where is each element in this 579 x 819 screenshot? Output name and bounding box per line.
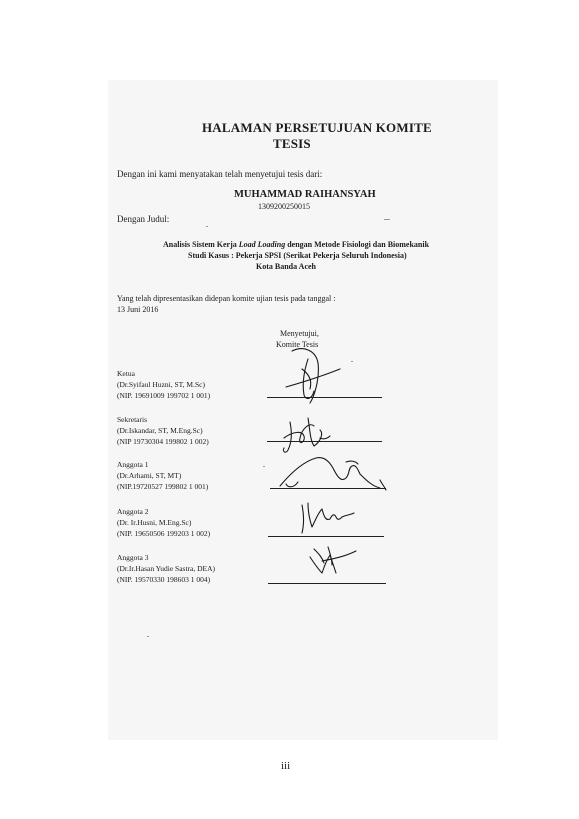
- signature-anggota-1-icon: [276, 450, 396, 495]
- member-role: Ketua: [117, 369, 135, 378]
- thesis-title-line-1: Analisis Sistem Kerja Load Loading dengan Metode Fisiologi dan Biomekanik: [163, 240, 430, 249]
- member-name: (Dr. Ir.Husni, M.Eng.Sc): [117, 518, 192, 527]
- member-nip: (NIP. 19691009 199702 1 001): [117, 391, 211, 400]
- scan-speck: [351, 361, 353, 362]
- member-nip: (NIP. 19650506 199203 1 002): [117, 529, 211, 538]
- member-nip: (NIP. 19570330 198603 1 004): [117, 575, 211, 584]
- signature-ketua-icon: [274, 345, 354, 405]
- member-name: (Dr.Syifaul Huzni, ST, M.Sc): [117, 380, 205, 389]
- signature-anggota-3-icon: [308, 543, 358, 579]
- signature-line: [268, 583, 386, 584]
- member-nip: (NIP 19730304 199802 1 002): [117, 437, 209, 446]
- scan-speck: [263, 466, 265, 467]
- member-nip: (NIP.19720527 199802 1 001): [117, 482, 209, 491]
- member-name: (Dr.Iskandar, ST, M.Eng.Sc): [117, 426, 203, 435]
- scan-speck: [384, 219, 390, 220]
- member-role: Anggota 3: [117, 553, 149, 562]
- committee-heading: Komite Tesis: [276, 340, 319, 349]
- presented-date: 13 Juni 2016: [117, 305, 159, 314]
- scan-speck: [147, 636, 149, 637]
- member-name: (Dr.Ir.Hasan Yudie Sastra, DEA): [117, 564, 216, 573]
- member-name: (Dr.Arhami, ST, MT): [117, 471, 182, 480]
- page-subtitle: TESIS: [273, 136, 311, 151]
- member-role: Sekretaris: [117, 415, 147, 424]
- member-role: Anggota 1: [117, 460, 149, 469]
- page-number: iii: [281, 760, 291, 772]
- judul-label: Dengan Judul:: [117, 214, 170, 224]
- scan-speck: [206, 226, 208, 227]
- intro-text: Dengan ini kami menyatakan telah menyetujui tesis dari:: [117, 169, 323, 179]
- signature-anggota-2-icon: [298, 497, 358, 537]
- approval-heading: Menyetujui,: [280, 329, 319, 338]
- student-name: MUHAMMAD RAIHANSYAH: [234, 189, 376, 200]
- thesis-title-line-2: Studi Kasus : Pekerja SPSI (Serikat Pekerja Seluruh Indonesia): [188, 251, 407, 260]
- thesis-title-line-3: Kota Banda Aceh: [256, 262, 317, 271]
- member-role: Anggota 2: [117, 507, 149, 516]
- student-id: 1309200250015: [258, 202, 310, 211]
- page-title: HALAMAN PERSETUJUAN KOMITE: [202, 120, 432, 135]
- presented-text: Yang telah dipresentasikan didepan komite ujian tesis pada tanggal :: [117, 294, 336, 303]
